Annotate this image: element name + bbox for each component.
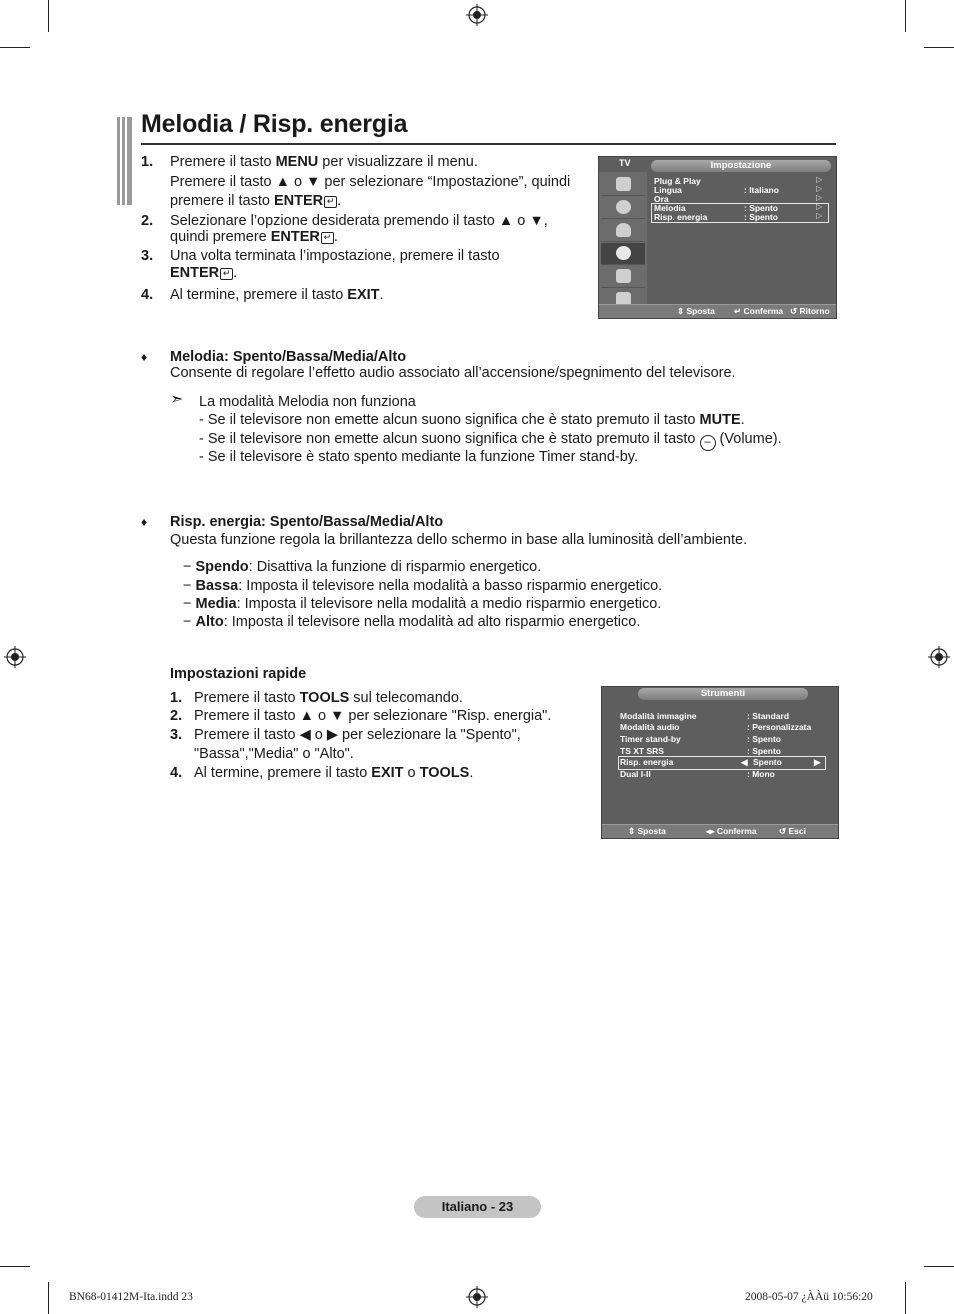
melodia-heading: Melodia: Spento/Bassa/Media/Alto: [170, 349, 407, 365]
menu-row-label[interactable]: Timer stand-by: [620, 734, 681, 744]
registration-mark-icon: [4, 646, 26, 668]
registration-mark-icon: [928, 646, 950, 668]
menu-row-label[interactable]: Modalità audio: [620, 722, 680, 732]
title-rule: [141, 143, 836, 145]
imprint-filename: BN68-01412M-Ita.indd 23: [69, 1291, 193, 1303]
registration-mark-icon: [466, 4, 488, 26]
step-number: 1.: [170, 690, 183, 706]
rapide-step-2: Premere il tasto ▲ o ▼ per selezionare "Risp. energia".: [194, 708, 552, 724]
menu-row-value: Spento: [753, 757, 782, 767]
note-line-3: - Se il televisore è stato spento mediante la funzione Timer stand-by.: [199, 449, 638, 465]
confirm-hint: ↵ Conferma: [734, 306, 784, 316]
menu-row-value: : Personalizzata: [747, 722, 812, 732]
risp-description: Questa funzione regola la brillantezza dello schermo in base alla luminosità dell’ambiente.: [170, 532, 748, 548]
bullet: ♦: [141, 350, 148, 364]
menu-row-label[interactable]: Modalità immagine: [620, 711, 697, 721]
volume-minus-icon: –: [700, 435, 716, 451]
crop-mark: [905, 0, 906, 32]
step-number: 2.: [141, 213, 154, 229]
section-sidebar-decoration: [117, 117, 132, 205]
page-title: Melodia / Risp. energia: [141, 110, 408, 138]
tv-menu-impostazione: [598, 156, 837, 319]
bullet: ♦: [141, 515, 148, 529]
step-1-line-2: Premere il tasto ▲ o ▼ per selezionare “Impostazione”, quindi: [170, 174, 571, 190]
crop-mark: [0, 1266, 30, 1267]
step-2-line-2: quindi premere ENTER ↵ .: [170, 229, 338, 245]
step-4-line-1: Al termine, premere il tasto EXIT.: [170, 287, 384, 303]
page-number-badge: Italiano - 23: [414, 1196, 541, 1218]
rapide-heading: Impostazioni rapide: [170, 666, 307, 682]
confirm-hint: ◂▸ Conferma: [706, 826, 757, 836]
tv-menu-strumenti: [601, 686, 839, 839]
rapide-step-3-line-1: Premere il tasto ◀ o ▶ per selezionare la "Spento",: [194, 727, 521, 743]
menu-row-value: : Mono: [747, 769, 775, 779]
sound-icon: [601, 197, 645, 219]
arrow-right-icon: ▷: [816, 211, 823, 220]
crop-mark: [905, 1282, 906, 1314]
arrow-right-icon[interactable]: ▶: [814, 757, 821, 767]
arrow-right-icon: ▷: [816, 202, 823, 211]
input-icon: [601, 266, 645, 288]
step-number: 3.: [170, 727, 183, 743]
registration-mark-icon: [466, 1286, 488, 1308]
channel-icon: [601, 220, 645, 242]
rapide-step-1: Premere il tasto TOOLS sul telecomando.: [194, 690, 463, 706]
setup-icon: [601, 243, 645, 265]
list-item: − Alto: Imposta il televisore nella modalità ad alto risparmio energetico.: [183, 614, 641, 630]
enter-icon: ↵: [324, 196, 337, 208]
menu-help-bar: [602, 824, 838, 838]
note-title: La modalità Melodia non funziona: [199, 394, 416, 410]
picture-icon: [601, 174, 645, 196]
crop-mark: [924, 1266, 954, 1267]
arrow-right-icon: ▷: [816, 175, 823, 184]
enter-icon: ↵: [220, 268, 233, 280]
step-2-line-1: Selezionare l’opzione desiderata premendo il tasto ▲ o ▼,: [170, 213, 548, 229]
menu-row-label[interactable]: Dual I-II: [620, 769, 651, 779]
step-number: 4.: [170, 765, 183, 781]
move-hint: ⇕ Sposta: [628, 826, 666, 836]
note-line-2: - Se il televisore non emette alcun suono significa che è stato premuto il tasto – (Volume).: [199, 430, 782, 451]
list-item: − Media: Imposta il televisore nella modalità a medio risparmio energetico.: [183, 596, 662, 612]
menu-row-value: : Spento: [747, 746, 781, 756]
return-hint: ↺ Ritorno: [790, 306, 830, 316]
crop-mark: [924, 47, 954, 48]
arrow-right-icon: ▷: [816, 193, 823, 202]
menu-row-value: : Spento: [744, 203, 778, 213]
step-number: 2.: [170, 708, 183, 724]
step-number: 3.: [141, 248, 154, 264]
menu-header: Impostazione: [651, 160, 831, 172]
menu-sidebar: [599, 172, 647, 313]
step-number: 4.: [141, 287, 154, 303]
risp-heading: Risp. energia: Spento/Bassa/Media/Alto: [170, 514, 444, 530]
enter-icon: ↵: [321, 232, 334, 244]
menu-help-bar: [599, 304, 836, 318]
list-item: − Spendo: Disattiva la funzione di risparmio energetico.: [183, 559, 542, 575]
step-number: 1.: [141, 154, 154, 170]
menu-row-value: : Standard: [747, 711, 790, 721]
menu-row-value: : Spento: [747, 734, 781, 744]
list-item: − Bassa: Imposta il televisore nella modalità a basso risparmio energetico.: [183, 578, 663, 594]
step-1-line-3: premere il tasto ENTER ↵ .: [170, 193, 342, 209]
crop-mark: [48, 1282, 49, 1314]
move-hint: ⇕ Sposta: [677, 306, 715, 316]
exit-hint: ↺ Esci: [779, 826, 806, 836]
menu-row-label[interactable]: Plug & Play: [654, 176, 701, 186]
menu-row-label[interactable]: Lingua: [654, 185, 682, 195]
arrow-left-icon[interactable]: ◀: [741, 757, 748, 767]
step-3-line-1: Una volta terminata l’impostazione, premere il tasto: [170, 248, 500, 264]
step-3-line-2: ENTER ↵ .: [170, 265, 238, 281]
menu-row-value: : Spento: [744, 212, 778, 222]
menu-row-value: : Italiano: [744, 185, 779, 195]
note-marker-icon: ➣: [170, 391, 184, 408]
tv-label: TV: [619, 158, 631, 168]
menu-row-label[interactable]: Melodia: [654, 203, 686, 213]
menu-row-label[interactable]: TS XT SRS: [620, 746, 664, 756]
menu-row-label[interactable]: Risp. energia: [654, 212, 708, 222]
menu-row-label[interactable]: Risp. energia: [620, 757, 674, 767]
menu-row-label[interactable]: Ora: [654, 194, 669, 204]
note-line-1: - Se il televisore non emette alcun suono significa che è stato premuto il tasto MUTE.: [199, 412, 745, 428]
melodia-description: Consente di regolare l’effetto audio associato all’accensione/spegnimento del televisore.: [170, 365, 736, 381]
arrow-right-icon: ▷: [816, 184, 823, 193]
rapide-step-3-line-2: "Bassa","Media" o "Alto".: [194, 746, 354, 762]
imprint-timestamp: 2008-05-07 ¿ÀÀü 10:56:20: [745, 1291, 873, 1303]
crop-mark: [0, 47, 30, 48]
menu-header: Strumenti: [638, 688, 808, 700]
step-1-line-1: Premere il tasto MENU per visualizzare il menu.: [170, 154, 478, 170]
rapide-step-4: Al termine, premere il tasto EXIT o TOOLS.: [194, 765, 474, 781]
crop-mark: [48, 0, 49, 32]
